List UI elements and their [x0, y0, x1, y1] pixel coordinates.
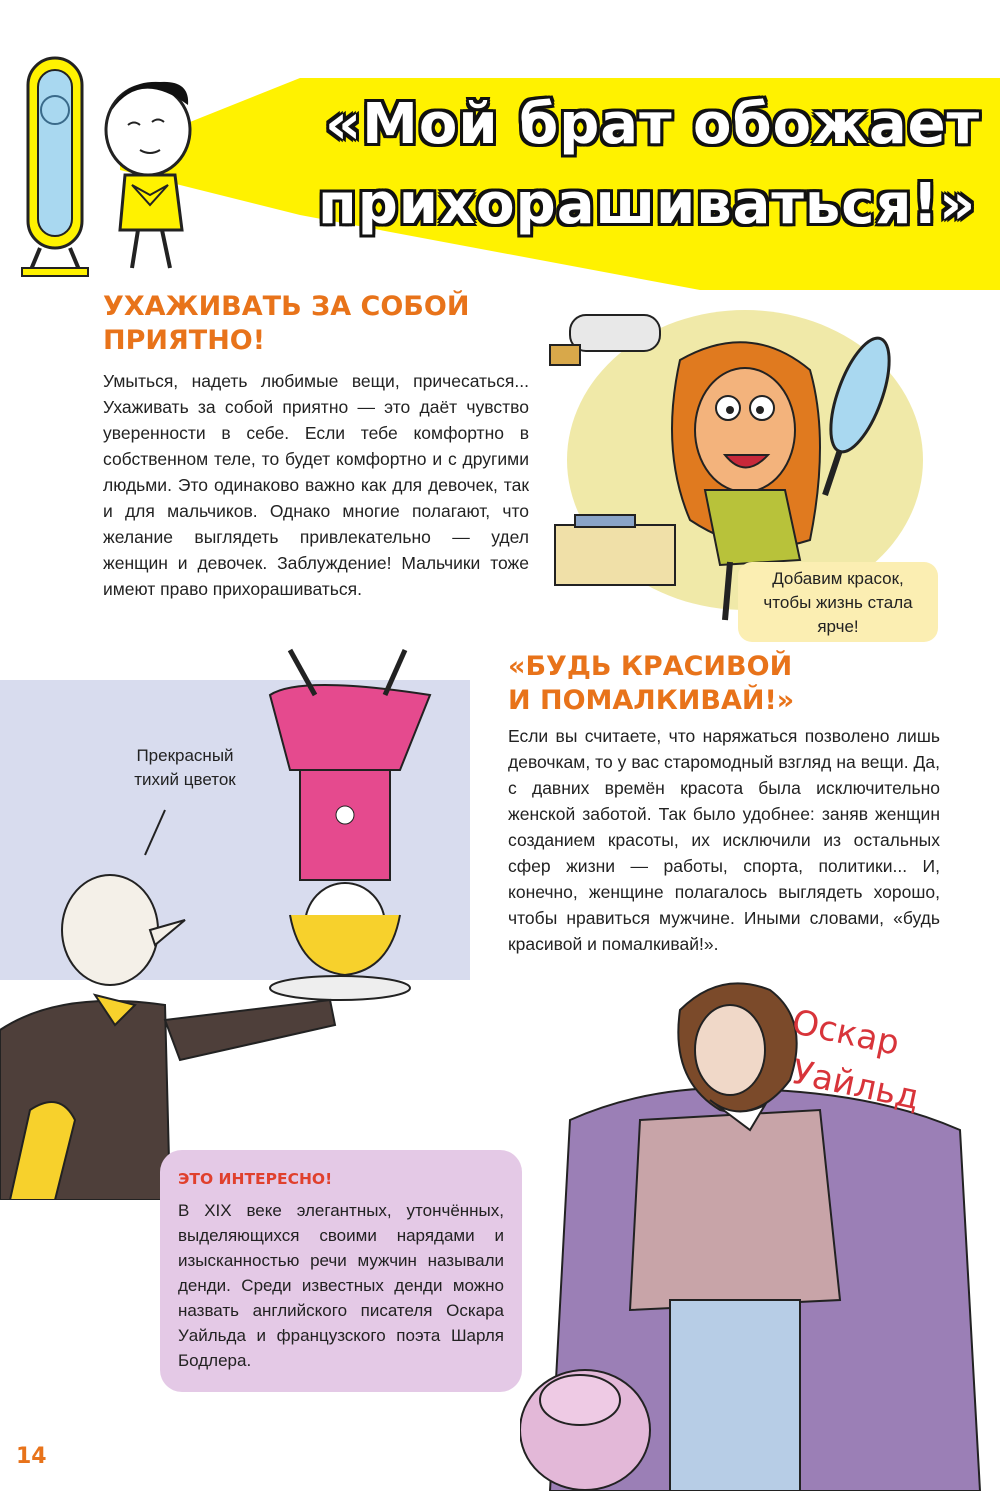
bubble-line: ярче! [817, 617, 859, 636]
page-number: 14 [16, 1444, 47, 1469]
oscar-wilde-name-label [770, 1000, 940, 1120]
bubble-line: тихий цветок [134, 770, 236, 789]
speech-bubble-add-colors [738, 562, 938, 642]
heading-line: УХАЖИВАТЬ ЗА СОБОЙ [103, 291, 470, 322]
bubble-line: чтобы жизнь стала [763, 593, 913, 612]
fact-box-body: В XIX веке элегантных, утончённых, выделяющихся своими нарядами и изысканностью речи мужчин называли денди. Среди известных денди можно назвать английского писателя Оскара Уайльда и французского поэта Шарля Бодлера. [178, 1201, 504, 1370]
page-title-line-2: прихорашиваться!» [318, 172, 977, 237]
standing-mirror-illustration [22, 58, 88, 276]
heading-line: «БУДЬ КРАСИВОЙ [508, 651, 793, 682]
oscar-label-line2: Уайльд [788, 1052, 923, 1119]
fact-box-title: ЭТО ИНТЕРЕСНО! [178, 1170, 333, 1188]
bubble-line: Добавим красок, [772, 569, 904, 588]
page-title-line-1: «Мой брат обожает [325, 92, 981, 157]
section-body-be-pretty: Если вы считаете, что наряжаться позволено лишь девочкам, то у вас старомодный взгляд на вещи. Да, с давних времён красота была исключительно женской заботой. Так было удобнее: заняв женщин созданием красоты, их исключили из остальных сфер жизни — работы, спорта, политики... И, конечно, женщине полагалось выглядеть хорошо, чтобы нравиться мужчине. Иными словами, «будь красивой и помалкивай!». [508, 726, 940, 954]
butler-serving-girl-on-plate-illustration [0, 640, 470, 1200]
oscar-label-line1: Оскар [788, 1002, 903, 1064]
section-heading-be-pretty [508, 650, 928, 718]
bubble-line: Прекрасный [136, 746, 234, 765]
interesting-fact-box [160, 1150, 522, 1392]
heading-line: И ПОМАЛКИВАЙ!» [508, 684, 795, 716]
section-heading-self-care [103, 290, 523, 358]
heading-line: ПРИЯТНО! [103, 324, 266, 356]
section-body-self-care: Умыться, надеть любимые вещи, причесаться... Ухаживать за собой приятно — это даёт чувство уверенности в себе. Если тебе комфортно в собственном теле, то будет комфортно и с другими людьми. Это одинаково важно как для девочек, так и для мальчиков. Однако многие полагают, что желание выглядеть привлекательно — удел женщин и девочек. Заблуждение! Мальчики тоже имеют право прихорашиваться. [103, 371, 529, 599]
speech-bubble-quiet-flower [100, 744, 270, 792]
